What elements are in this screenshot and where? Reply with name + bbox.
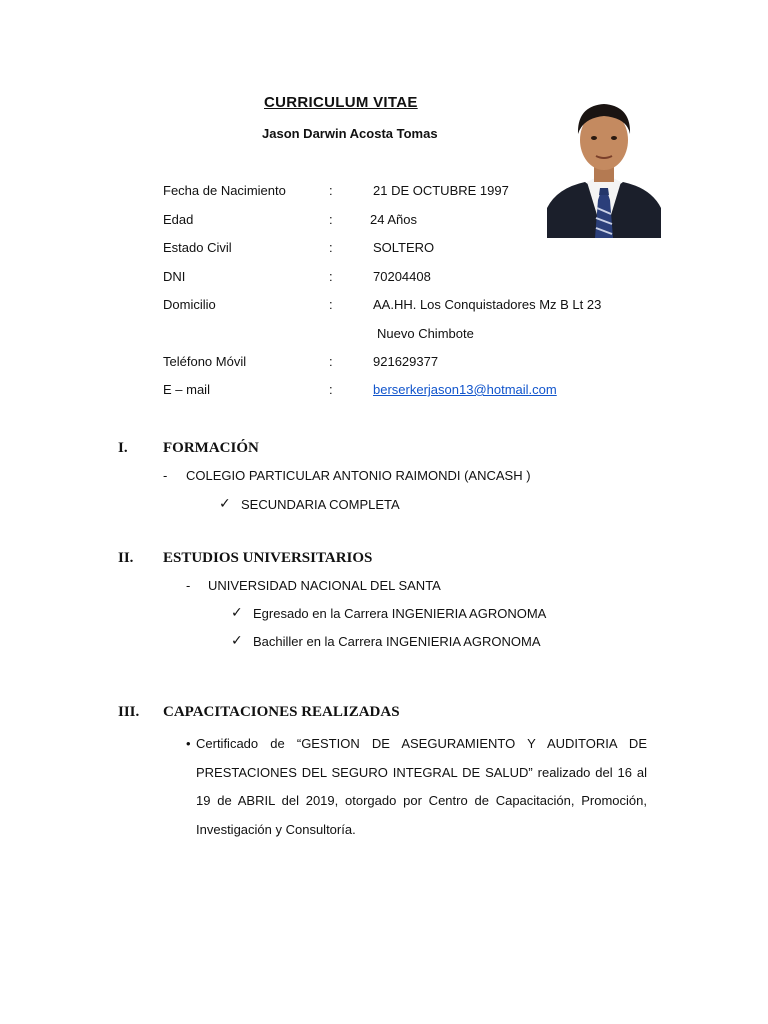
value-birthdate: 21 DE OCTUBRE 1997 <box>373 183 509 198</box>
value-dni: 70204408 <box>373 269 431 284</box>
colon-separator: : <box>329 183 333 198</box>
label-email: E – mail <box>163 382 210 397</box>
check-icon: ✓ <box>231 604 243 620</box>
certificate-item: Certificado de “GESTION DE ASEGURAMIENTO Y AUDITORIA DE PRESTACIONES DEL SEGURO INTEGRAL DE SALUD” realizado del 16 al 19 de ABRIL del 2019, otorgado por Centro de Capacitación, Promoción, Investigación y Consultoría. <box>196 736 647 837</box>
value-address: AA.HH. Los Conquistadores Mz B Lt 23 <box>373 297 602 312</box>
university-sub-item: Egresado en la Carrera INGENIERIA AGRONOMA <box>253 606 547 621</box>
label-birthdate: Fecha de Nacimiento <box>163 183 286 198</box>
value-address-line2: Nuevo Chimbote <box>377 326 474 341</box>
check-icon: ✓ <box>219 495 231 511</box>
university-item: UNIVERSIDAD NACIONAL DEL SANTA <box>208 578 441 593</box>
section-title-capacitaciones: CAPACITACIONES REALIZADAS <box>163 704 400 720</box>
colon-separator: : <box>329 297 333 312</box>
value-phone: 921629377 <box>373 354 439 369</box>
label-address: Domicilio <box>163 297 216 312</box>
label-age: Edad <box>163 212 194 227</box>
label-phone: Teléfono Móvil <box>163 354 247 369</box>
email-link[interactable]: berserkerjason13@hotmail.com <box>373 382 557 397</box>
colon-separator: : <box>329 212 333 227</box>
colon-separator: : <box>329 354 333 369</box>
label-dni: DNI <box>163 269 186 284</box>
label-marital-status: Estado Civil <box>163 240 232 255</box>
dash-bullet: - <box>186 578 191 593</box>
colon-separator: : <box>329 240 333 255</box>
check-icon: ✓ <box>231 632 243 648</box>
dash-bullet: - <box>163 468 168 483</box>
university-sub-item: Bachiller en la Carrera INGENIERIA AGRONOMA <box>253 634 541 649</box>
section-title-universitarios: ESTUDIOS UNIVERSITARIOS <box>163 550 373 566</box>
document-title: CURRICULUM VITAE <box>264 94 418 111</box>
profile-photo <box>547 96 661 238</box>
section-number: III. <box>118 704 140 720</box>
section-number: II. <box>118 550 134 566</box>
candidate-name: Jason Darwin Acosta Tomas <box>262 126 438 141</box>
section-title-formacion: FORMACIÓN <box>163 440 259 456</box>
value-marital-status: SOLTERO <box>373 240 435 255</box>
section-number: I. <box>118 440 128 456</box>
school-item: COLEGIO PARTICULAR ANTONIO RAIMONDI (ANCASH ) <box>186 468 531 483</box>
colon-separator: : <box>329 269 333 284</box>
colon-separator: : <box>329 382 333 397</box>
value-age: 24 Años <box>370 212 417 227</box>
school-sub-item: SECUNDARIA COMPLETA <box>241 497 400 512</box>
bullet-icon: • <box>186 736 191 751</box>
